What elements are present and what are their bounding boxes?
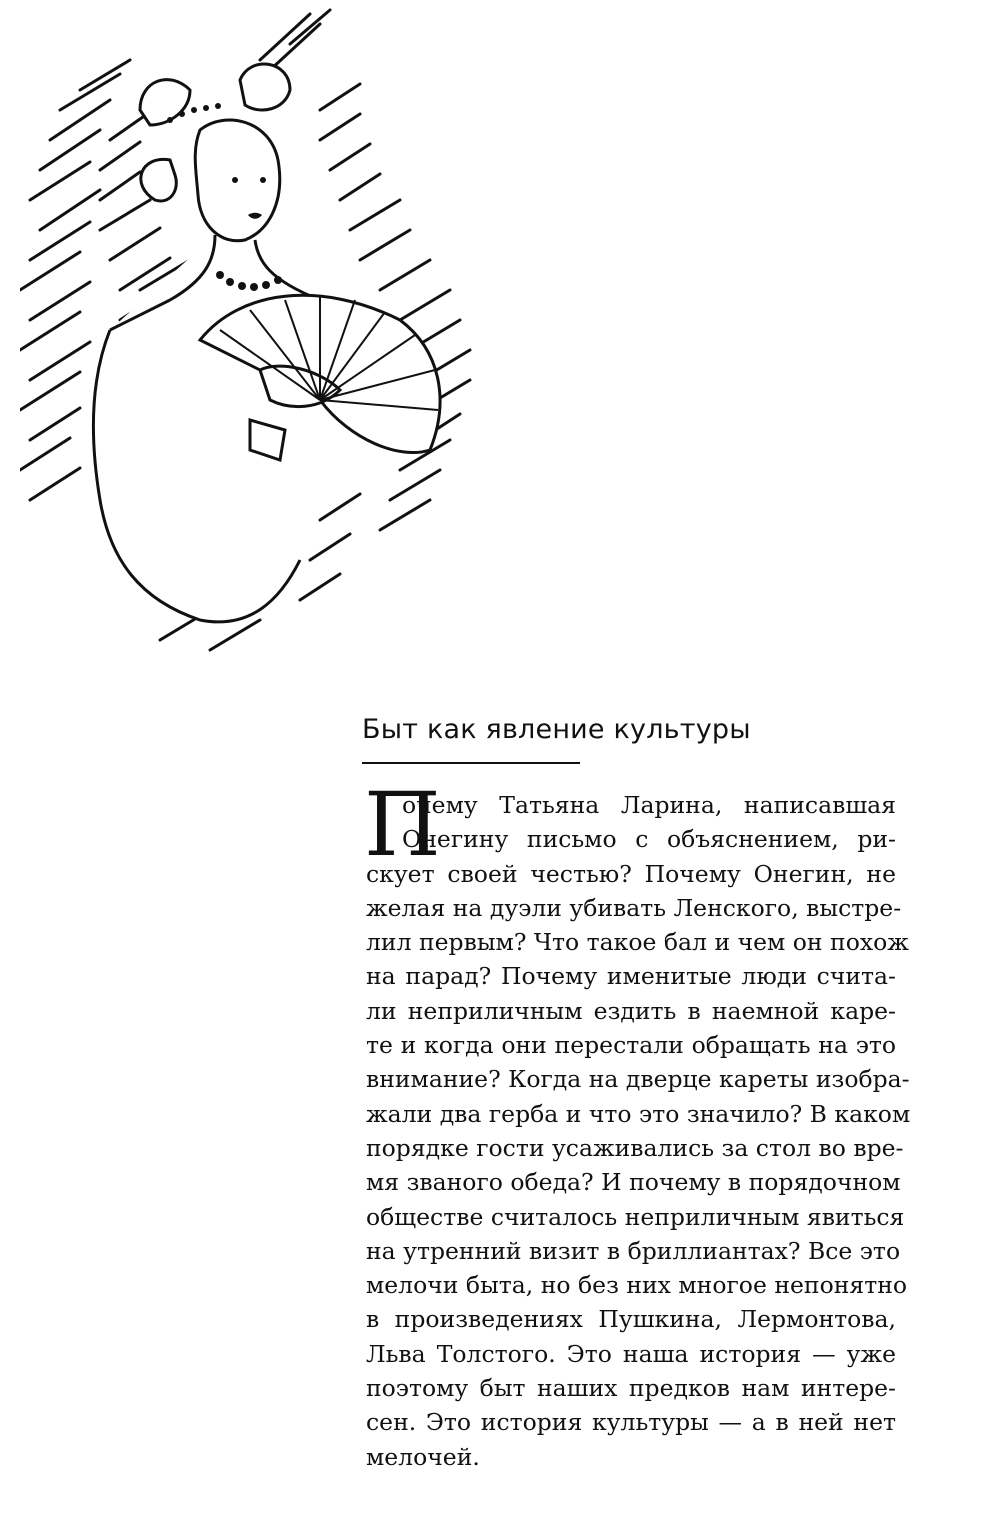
text-line: мя званого обеда? И почему в порядочном bbox=[366, 1168, 901, 1197]
text-line: очему Татьяна Ларина, написавшая bbox=[402, 791, 896, 819]
body-paragraph bbox=[364, 773, 911, 1474]
text-line: на утренний визит в бриллиантах? Все это bbox=[366, 1236, 901, 1265]
text-line: лил первым? Что такое бал и чем он похож bbox=[366, 928, 909, 957]
text-line: в произведениях Пушкина, Лермонтова, bbox=[366, 1305, 896, 1334]
text-line: мелочи быта, но без них многое непонятно bbox=[366, 1271, 908, 1300]
text-line: мелочей. bbox=[366, 1442, 480, 1471]
figure-outline bbox=[93, 64, 440, 622]
woman-with-fan-illustration bbox=[20, 0, 480, 680]
text-line: сен. Это история культуры — а в ней нет bbox=[366, 1408, 896, 1437]
text-line: Онегину письмо с объяснением, ри- bbox=[402, 825, 896, 854]
text-line: обществе считалось неприличным явиться bbox=[366, 1202, 905, 1231]
text-line: порядке гости усаживались за стол во вре- bbox=[366, 1133, 904, 1162]
text-line: скует своей честью? Почему Онегин, не bbox=[366, 859, 896, 888]
drop-cap: П bbox=[364, 773, 441, 876]
text-line: Льва Толстого. Это наша история — уже bbox=[366, 1339, 896, 1368]
text-line: внимание? Когда на дверце кареты изобра- bbox=[366, 1065, 910, 1094]
heading-underline bbox=[362, 762, 580, 764]
text-line: жали два герба и что это значило? В каком bbox=[366, 1099, 911, 1128]
text-line: на парад? Почему именитые люди счита- bbox=[366, 962, 896, 991]
text-line: те и когда они перестали обращать на это bbox=[366, 1031, 896, 1060]
section-header bbox=[362, 712, 902, 764]
text-line: ли неприличным ездить в наемной каре- bbox=[366, 996, 896, 1025]
text-line: желая на дуэли убивать Ленского, выстре- bbox=[366, 893, 902, 922]
section-heading: Быт как явление культуры bbox=[362, 714, 751, 745]
text-line: поэтому быт наших предков нам интере- bbox=[366, 1374, 896, 1403]
